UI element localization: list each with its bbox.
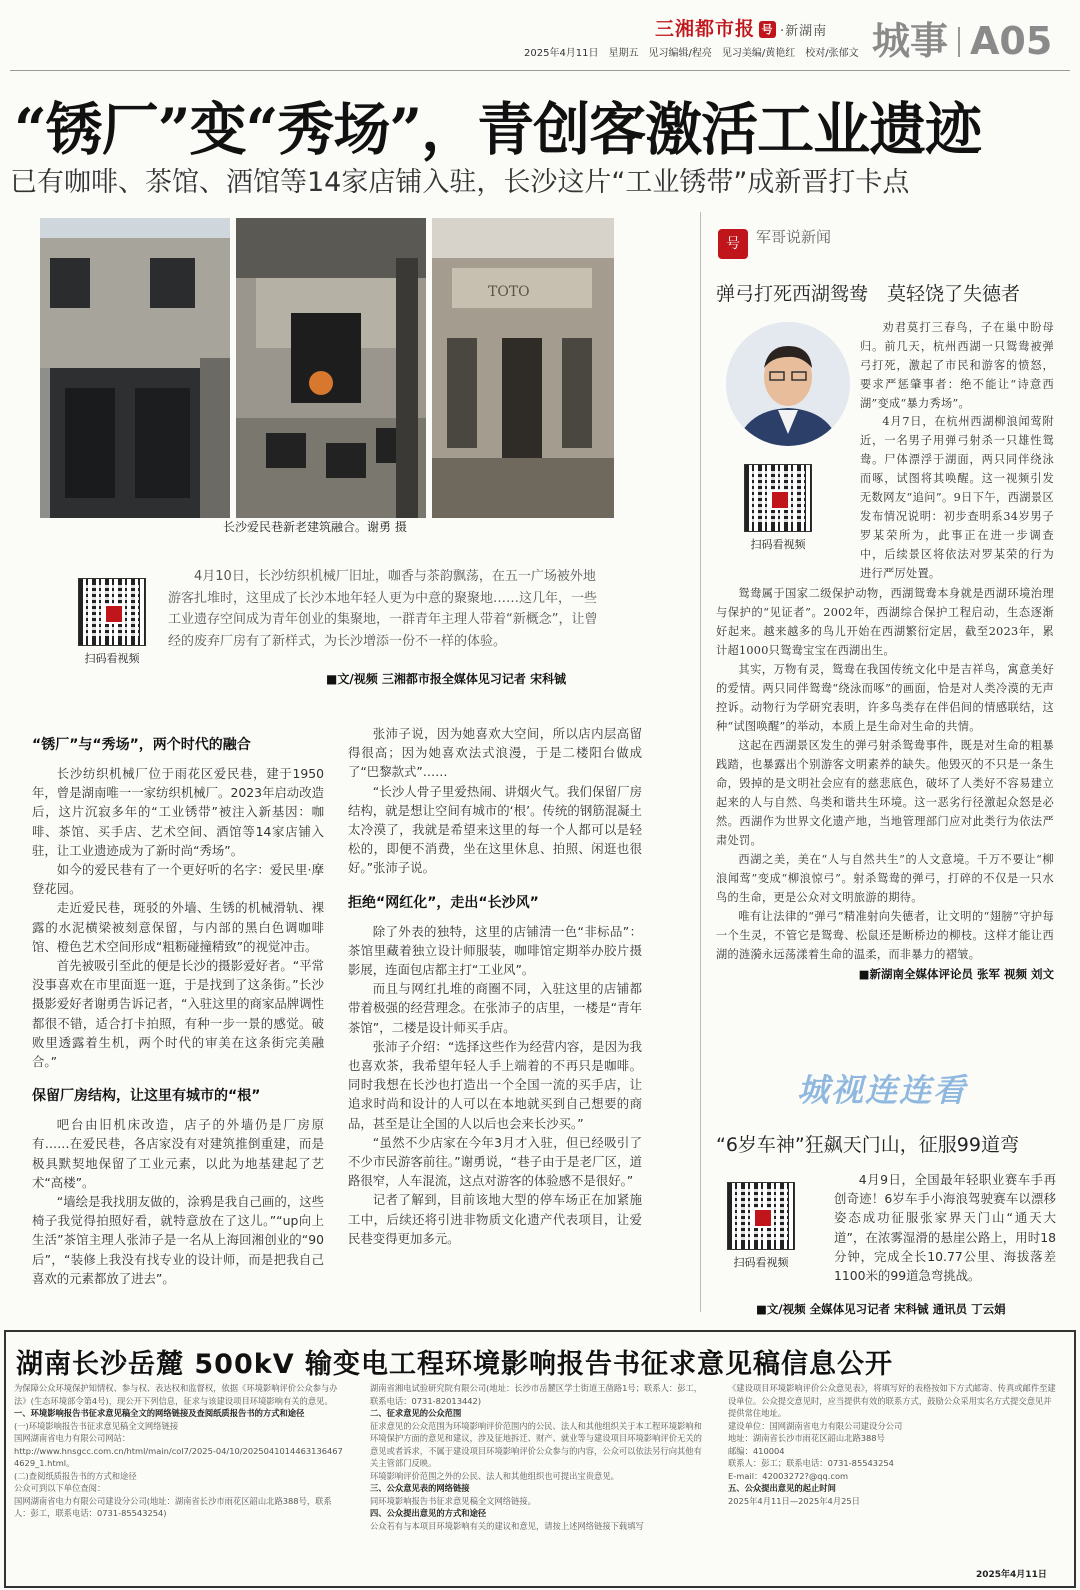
sub-headline: 已有咖啡、茶馆、酒馆等14家店铺入驻，长沙这片“工业锈带”成新晋打卡点: [10, 167, 910, 198]
article-lead: 4月10日，长沙纺织机械厂旧址，咖香与茶韵飘荡，在五一广场被外地游客扎堆时，这里成了长沙本地年轻人更为中意的聚聚地……这几年，一些工业遗存空间成为青年创业的集聚地，一群青年主理人带着“新概念”，让曾经的废弃厂房有了新样式，为长沙增添一份不一样的体验。: [168, 569, 598, 649]
opinion-byline: ■新湖南全媒体评论员 张军 视频 刘文: [858, 967, 1054, 981]
section-heading-1: “锈厂”与“秀场”，两个时代的融合: [32, 737, 251, 753]
paragraph: 首先被吸引至此的便是长沙的摄影爱好者。“平常没事喜欢在市里面逛一逛，于是找到了这条街。”长沙摄影爱好者谢勇告诉记者，“入驻这里的商家品牌调性都很不错，适合打卡拍照，有种一步一景的感觉。破败里透露着生机，两个时代的审美在这条街完美融合。”: [32, 958, 324, 1070]
notice-line: 征求意见的公众范围为环境影响评价范围内的公民、法人和其他组织关于本工程环境影响和环境保护方面的意见和建议，涉及征地拆迁、财产、就业等与建设项目环境影响评价无关的意见或者诉求，不属于建设项目环境影响评价公众参与的内容，公众可以依法另行向其他有关主管部门反映。: [370, 1420, 702, 1468]
opinion-para-1-wrap: [860, 318, 1054, 413]
paragraph: 吧台由旧机床改造，店子的外墙仍是厂房原有……在爱民巷，各店家没有对建筑推倒重建，而是极具默契地保留了工业元素，以此为地基建起了艺术“高楼”。: [32, 1117, 324, 1190]
app-name: ·新湖南: [780, 24, 828, 39]
main-headline: “锈厂”变“秀场”，青创客激活工业遗迹: [14, 96, 982, 163]
paragraph: 西湖之美，美在“人与自然共生”的人文意境。千万不要让“柳浪闻莺”变成“柳浪惊弓”。射杀鸳鸯的弹弓，打碎的不仅是一只水鸟的生命，更是公众对文明旅游的期待。: [716, 853, 1054, 904]
paragraph: 鸳鸯属于国家二级保护动物，西湖鸳鸯本身就是西湖环境治理与保护的“见证者”。2002年，西湖综合保护工程启动，生态逐渐好起来。越来越多的鸟儿开始在西湖繁衍定居，截至2023年，累计超1000只鸳鸯宝宝在西湖出生。: [716, 587, 1054, 657]
notice-line: 公众可到以下单位查阅：: [14, 1483, 106, 1493]
toto-sign: TOTO: [488, 284, 530, 300]
notice-line: 2025年4月11日—2025年4月25日: [728, 1495, 860, 1506]
video-summary: 4月9日，全国最年轻职业赛车手再创奇迹！6岁车手小海浪驾驶赛车以漂移姿态成功征服张家界天门山“通天大道”，在浓雾湿滑的悬崖公路上，用时18分钟，完成全长10.77公里、海拔落差1100米的99道急弯挑战。: [834, 1172, 1056, 1284]
article-byline: ■文/视频 三湘都市报全媒体见习记者 宋科铖: [326, 672, 567, 686]
newspaper-brand: [655, 14, 827, 41]
paragraph: 4月7日，在杭州西湖柳浪闻莺附近，一名男子用弹弓射杀一只雄性鸳鸯。尸体漂浮于湖面，两只同伴绕泳而啄，试图将其唤醒。这一视频引发无数网友“追问”。9日下午，西湖景区发布情况说明：初步查明系34岁男子罗某荣所为，此事正在进一步调查中，后续景区将依法对罗某荣的行为进行严厉处置。: [860, 415, 1054, 580]
notice-line: 邮编：410004: [728, 1445, 785, 1456]
paragraph: “长沙人骨子里爱热闹、讲烟火气。我们保留厂房结构，就是想让空间有城市的‘根’。传统的钢筋混凝土太冷漠了，我就是希望来这里的每一个人都可以是轻松的，即便不消费，坐在这里休息、拍照、闲逛也很好。”张沛子说。: [348, 783, 642, 876]
app-logo-icon: 号: [759, 21, 776, 38]
notice-line: 同环境影响报告书征求意见稿全文网络链接。: [370, 1495, 536, 1506]
paragraph: 而且与网红扎堆的商圈不同，入驻这里的店铺都带着极强的经营理念。在张沛子的店里，一楼是“青年茶馆”，二楼是设计师买手店。: [348, 981, 642, 1035]
paragraph: 唯有让法律的“弹弓”精准射向失德者，让文明的“翅膀”守护每一个生灵，不管它是鸳鸯、松鼠还是断桥边的柳枝。这样才能让西湖的涟漪永远荡漾着生命的温柔，而非暴力的褶皱。: [716, 910, 1054, 961]
section-heading-2: 保留厂房结构，让这里有城市的“根”: [32, 1088, 261, 1105]
photo-toto-building: [432, 218, 614, 518]
notice-column-3: [728, 1382, 1058, 1507]
paragraph: 记者了解到，目前该地大型的停车场正在加紧施工中，后续还将引进非物质文化遗产代表项目，让爱民巷变得更加多元。: [348, 1192, 642, 1246]
notice-line: 环境影响评价范围之外的公民、法人和其他组织也可提出宝贵意见。: [370, 1470, 619, 1481]
column-tag: [718, 226, 831, 259]
qr-label: 扫码看视频: [84, 652, 140, 665]
page-number: A05: [970, 19, 1053, 63]
video-title: “6岁车神”狂飙天门山，征服99道弯: [716, 1134, 1019, 1156]
notice-column-1: [14, 1382, 348, 1520]
notice-date: 2025年4月11日: [976, 1570, 1047, 1580]
article-column-1: [32, 726, 324, 1288]
video-byline: ■文/视频 全媒体见习记者 宋科铖 通讯员 丁云娟: [756, 1302, 1006, 1316]
notice-line: 一、环境影响报告书征求意见稿全文的网络链接及查阅纸质报告书的方式和途径: [14, 1408, 305, 1418]
building-photo-1: [40, 218, 230, 518]
notice-title: 湖南长沙岳麓 500kV 输变电工程环境影响报告书征求意见稿信息公开: [16, 1349, 894, 1380]
paragraph: 除了外表的独特，这里的店铺清一色“非标品”：茶馆里藏着独立设计师服装，咖啡馆定期举办胶片摄影展，连面包店都主打“工业风”。: [348, 923, 642, 978]
notice-line: 为保障公众环境保护知情权、参与权、表达权和监督权，依据《环境影响评价公众参与办法》(生态环境部令第4号)，现公开下列信息，征求与该建设项目环境影响有关的意见。: [14, 1383, 338, 1406]
paragraph: 张沛子说，因为她喜欢大空间，所以店内层高留得很高；因为她喜欢法式浪漫，于是二楼阳台做成了“巴黎款式”……: [348, 726, 642, 780]
notice-line: 《建设项目环境影响评价公众意见表》，将填写好的表格按如下方式邮寄、传真或邮件至建设单位。公众提交意见时，应当提供有效的联系方式，鼓励公众采用实名方式提交意见并提供常住地址。: [728, 1383, 1056, 1418]
section-name: 城事: [872, 19, 949, 63]
paragraph: 劝君莫打三春鸟，子在巢中盼母归。前几天，杭州西湖一只鸳鸯被弹弓打死，激起了市民和游客的愤怒，要求严惩肇事者：绝不能让“诗意西湖”变成“暴力秀场”。: [860, 321, 1054, 410]
qr-code-video-1[interactable]: [78, 578, 146, 666]
qr-code-icon: [727, 1182, 795, 1250]
notice-line: 四、公众提出意见的方式和途径: [370, 1508, 487, 1518]
qr-code-icon: [744, 464, 812, 532]
building-photo-3: [432, 218, 614, 518]
video-section-logo: 城视连连看: [797, 1071, 968, 1109]
paragraph: 长沙纺织机械厂位于雨花区爱民巷，建于1950年，曾是湖南唯一一家纺织机械厂。2023年启动改造后，这片沉寂多年的“工业锈带”被注入新基因：咖啡、茶馆、买手店、艺术空间、酒馆等14家店铺入驻，让工业遗迹成为了新时尚“秀场”。: [32, 766, 324, 858]
notice-column-2: [370, 1382, 704, 1532]
issue-info: 2025年4月11日 星期五 见习编辑/程亮 见习美编/黄艳红 校对/张郁文: [524, 48, 859, 59]
paragraph: 这起在西湖景区发生的弹弓射杀鸳鸯事件，既是对生命的粗暴践踏，也暴露出个别游客文明素养的缺失。他毁灭的不只是一条生命，毁掉的是文明社会应有的慈悲底色，破坏了人类好不容易建立起来的人与自然、鸟类和谐共生环境。这一恶劣行径激起众怒是必然。西湖作为世界文化遗产地，当地管理部门应对此类行为依法严肃处罚。: [716, 739, 1054, 847]
qr-code-icon: [78, 578, 146, 646]
paragraph: 如今的爱民巷有了一个更好听的名字：爱民里·摩登花园。: [32, 862, 324, 897]
qr-code-video-2[interactable]: [744, 464, 812, 552]
header-rule: [10, 70, 1070, 71]
notice-line: 国网湖南省电力有限公司建设分公司(地址：湖南省长沙市雨花区韶山北路388号，联系人：彭工，联系电话：0731-85543254): [14, 1495, 332, 1518]
notice-line: 三、公众意见表的网络链接: [370, 1483, 470, 1493]
notice-line: 建设单位：国网湖南省电力有限公司建设分公司: [728, 1420, 903, 1431]
photo-building-left: [40, 218, 230, 518]
photo-caption: 长沙爱民巷新老建筑融合。谢勇 摄: [223, 520, 407, 534]
article-column-2: [348, 724, 642, 1248]
paragraph: 张沛子介绍：“选择这些作为经营内容，是因为我也喜欢茶，我希望年轻人手上端着的不再只是咖啡。同时我想在长沙也打造出一个全国一流的买手店，让追求时尚和设计的人可以在本地就买到自己想要的商品，甚至是让全国的人以后也会来长沙买。”: [348, 1038, 642, 1131]
opinion-para-2-top: [860, 412, 1054, 584]
author-photo: [726, 322, 850, 446]
notice-line: 国网湖南省电力有限公司网站：: [14, 1433, 131, 1443]
notice-line: 五、公众提出意见的起止时间: [728, 1483, 836, 1493]
paragraph: “虽然不少店家在今年3月才入驻，但已经吸引了不少市民游客前往。”谢勇说，“巷子由于是老厂区，道路很窄，人车混流，这点对游客的体验感不是很好。”: [348, 1134, 642, 1189]
author-portrait: [726, 322, 850, 446]
notice-line: 地址：湖南省长沙市雨花区韶山北路388号: [728, 1433, 885, 1443]
photo-courtyard: [236, 218, 426, 518]
paragraph: “墙绘是我找朋友做的，涂鸦是我自己画的，这些椅子我觉得拍照好看，就特意放在了这儿。”“up向上生活”茶馆主理人张沛子是一名从上海回湘创业的“90后”，“装修上我没有找专业的设计师，而是把我自己喜欢的元素都放了进去”。: [32, 1194, 324, 1286]
notice-line: (一)环境影响报告书征求意见稿全文网络链接: [14, 1420, 179, 1431]
section-heading-3: 拒绝“网红化”，走出“长沙风”: [348, 894, 539, 911]
notice-line: 湖南省湘电试验研究院有限公司(地址：长沙市岳麓区学士街道王凿路1号；联系人：彭工，联系电话：0731-82013442): [370, 1383, 703, 1406]
section-label: [872, 10, 1052, 65]
qr-label: 扫码看视频: [750, 538, 806, 551]
notice-line: E-mail：42003272?@qq.com: [728, 1470, 849, 1481]
opinion-body: [716, 584, 1054, 982]
notice-line: (二)查阅纸质报告书的方式和途径: [14, 1470, 137, 1481]
paragraph: 其实，万物有灵，鸳鸯在我国传统文化中是吉祥鸟，寓意美好的爱情。两只同伴鸳鸯“绕泳而啄”的画面，恰是对人类冷漠的无声控诉。动物行为学研究表明，许多鸟类存在伴侣间的情感联结，这种“试图唤醒”的举动，本质上是生命对生命的共情。: [716, 663, 1054, 733]
column-logo-icon: 号: [718, 229, 748, 259]
opinion-title: 弹弓打死西湖鸳鸯 莫轻饶了失德者: [716, 283, 1021, 305]
qr-label: 扫码看视频: [733, 1256, 789, 1269]
notice-line: 二、征求意见的公众范围: [370, 1408, 462, 1418]
column-divider: [700, 212, 701, 1312]
building-photo-2: [236, 218, 426, 518]
notice-line: 公众若有与本项目环境影响有关的建议和意见，请按上述网络链接下载填写: [370, 1520, 644, 1531]
notice-line: 联系人：彭工；联系电话：0731-85543254: [728, 1458, 894, 1468]
qr-code-video-3[interactable]: [727, 1182, 795, 1270]
notice-line: http://www.hnsgcc.com.cn/html/main/col7/2025-04/10/20250410144631364674629_1.html。: [14, 1445, 343, 1468]
paragraph: 走近爱民巷，斑驳的外墙、生锈的机械滑轨、裸露的水泥横梁被刻意保留，与内部的黑白色调咖啡馆、橙色艺术空间形成“粗粝碰撞精致”的视觉冲击。: [32, 900, 324, 954]
brand-name: 三湘都市报: [655, 18, 756, 40]
section-divider: [958, 27, 960, 57]
column-tag-label: 军哥说新闻: [756, 228, 832, 246]
